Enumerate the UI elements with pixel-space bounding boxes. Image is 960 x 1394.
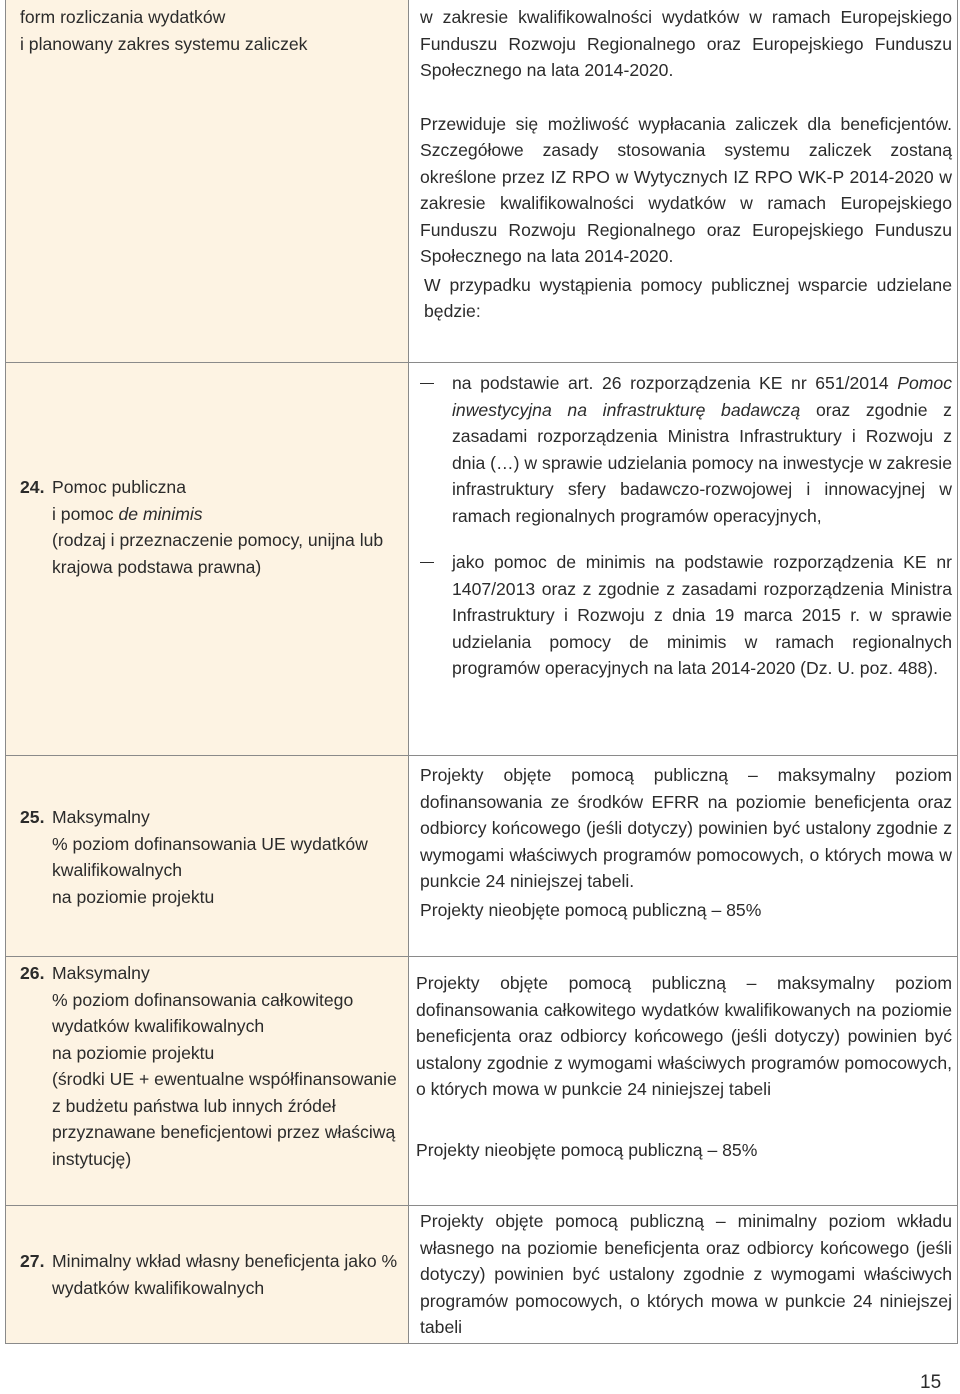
row-26-text-2: Projekty nieobjęte pomocą publiczną – 85% bbox=[416, 1139, 758, 1160]
item-1-emphasis: Pomoc inwestycyjna na infrastrukturę badawczą bbox=[452, 373, 952, 420]
page-number: 15 bbox=[920, 1372, 942, 1393]
row-25-text-2: Projekty nieobjęte pomocą publiczną – 85% bbox=[420, 899, 762, 920]
row-24-label-emphasis: de minimis bbox=[118, 503, 203, 524]
row-26-label bbox=[20, 960, 402, 1172]
row-23-value bbox=[420, 4, 952, 325]
row-24-label-line1: Pomoc publiczna bbox=[52, 477, 186, 497]
row-25-label bbox=[20, 804, 402, 910]
item-2-text: jako pomoc de minimis na podstawie rozporządzenia KE nr 1407/2013 oraz z zgodnie z zasadami rozporządzenia Ministra Infrastruktury i Rozwoju z dnia 19 marca 2015 r. w sprawie udzielania pomocy de minimis w ramach regionalnych programów operacyjnych na lata 2014-2020 (Dz. U. poz. 488). bbox=[452, 552, 952, 678]
row-divider bbox=[6, 1205, 957, 1206]
row-27-text-1: Projekty objęte pomocą publiczną – minimalny poziom wkładu własnego na poziomie beneficjenta oraz odbiorcy końcowego (jeśli dotyczy) powinien być ustalony zgodnie z wymogami właściwych programów pomocowych, o których mowa w punkcie 24 niniejszej tabeli bbox=[420, 1211, 952, 1337]
row-26-text-1: Projekty objęte pomocą publiczną – maksymalny poziom dofinansowania całkowitego wydatków kwalifikowanych na poziomie beneficjenta oraz odbiorcy końcowego (jeśli dotyczy) powinien być ustalony zgodnie z wymogami właściwych programów pomocowych, o których mowa w punkcie 24 niniejszej tabeli bbox=[416, 973, 952, 1099]
item-1-text-end: oraz zgodnie z zasadami rozporządzenia Ministra Infrastruktury i Rozwoju z dnia (…) w sprawie udzielania pomocy na inwestycje w zakresie infrastruktury sfery badawczo-rozwojowej i innowacyjnej w ramach regionalnych programów operacyjnych, bbox=[452, 399, 952, 526]
item-1-text: na podstawie art. 26 rozporządzenia KE nr 651/2014 bbox=[452, 373, 898, 393]
row-27-number: 27. bbox=[20, 1251, 45, 1271]
row-25-value bbox=[420, 762, 952, 923]
row-26-value bbox=[416, 970, 952, 1163]
row-25-label-text: Maksymalny % poziom dofinansowania UE wydatków kwalifikowalnych na poziomie projektu bbox=[52, 807, 368, 907]
row-23-label: form rozliczania wydatków i planowany zakres systemu zaliczek bbox=[20, 7, 308, 54]
row-24-label bbox=[20, 474, 402, 580]
row-24-label-line3: (rodzaj i przeznaczenie pomocy, unijna lub krajowa podstawa prawna) bbox=[52, 530, 384, 577]
row-divider bbox=[6, 362, 957, 363]
row-24-label-line2: i pomoc bbox=[52, 503, 119, 524]
row-23-text-1: w zakresie kwalifikowalności wydatków w ramach Europejskiego Funduszu Rozwoju Regionalnego oraz Europejskiego Funduszu Społecznego na lata 2014-2020. bbox=[420, 7, 952, 80]
row-24-number: 24. bbox=[20, 477, 45, 497]
row-divider bbox=[6, 956, 957, 957]
row-divider bbox=[6, 755, 957, 756]
row-27-value bbox=[420, 1208, 952, 1341]
row-25-text-1: Projekty objęte pomocą publiczną – maksymalny poziom dofinansowania ze środków EFRR na poziomie beneficjenta oraz odbiorcy końcowego (jeśli dotyczy) powinien być ustalony zgodnie z wymogami właściwych programów pomocowych, o których mowa w punkcie 24 niniejszej tabeli. bbox=[420, 765, 952, 891]
legal-basis-item bbox=[420, 549, 952, 682]
row-27-label bbox=[20, 1248, 402, 1301]
row-26-number: 26. bbox=[20, 963, 45, 983]
row-26-label-text: Maksymalny % poziom dofinansowania całkowitego wydatków kwalifikowalnych na poziomie projektu (środki UE + ewentualne współfinansowanie z budżetu państwa lub innych źródeł przyznawane beneficjentowi przez właściwą instytucję) bbox=[52, 963, 397, 1169]
row-24-value bbox=[420, 370, 952, 682]
row-23-text-2: Przewiduje się możliwość wypłacania zaliczek dla beneficjentów. Szczegółowe zasady stosowania systemu zaliczek zostaną określone przez IZ RPO w Wytycznych IZ RPO WK-P 2014-2020 w zakresie kwalifikowalności wydatków w ramach Europejskiego Funduszu Rozwoju Regionalnego oraz Europejskiego Funduszu Społecznego na lata 2014-2020. bbox=[420, 113, 952, 266]
legal-basis-item bbox=[420, 370, 952, 529]
row-25-number: 25. bbox=[20, 807, 45, 827]
row-24-intro: W przypadku wystąpienia pomocy publicznej wsparcie udzielane będzie: bbox=[424, 274, 952, 321]
program-details-table bbox=[5, 0, 958, 1344]
row-27-label-text: Minimalny wkład własny beneficjenta jako % wydatków kwalifikowalnych bbox=[52, 1251, 398, 1298]
